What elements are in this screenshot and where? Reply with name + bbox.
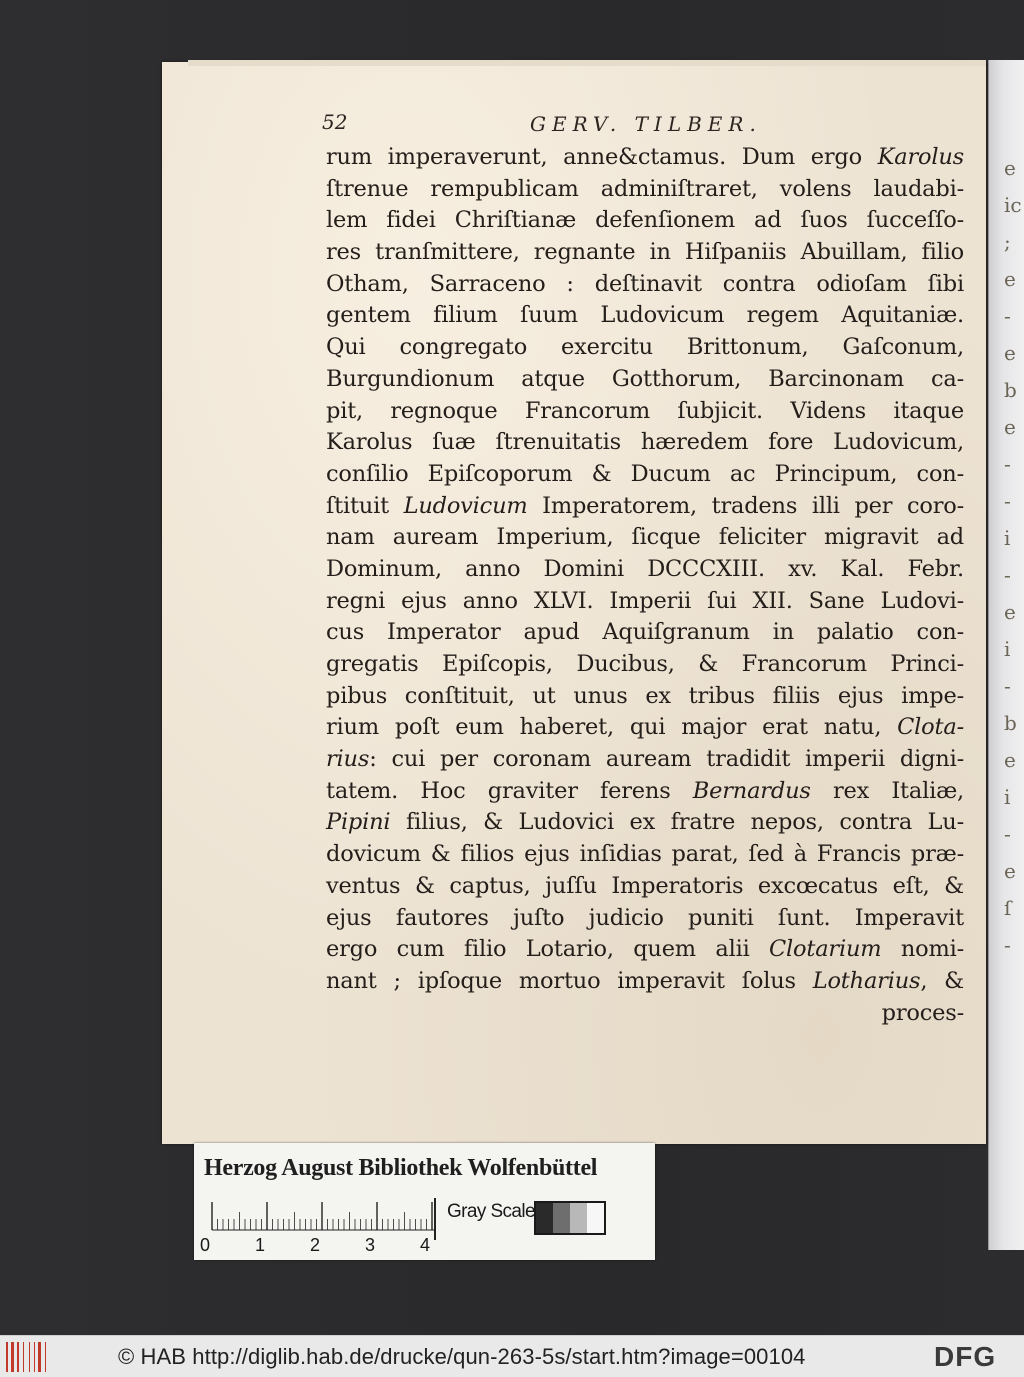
ruler-label: 2 (310, 1235, 321, 1255)
facing-glyph: e (1004, 341, 1016, 365)
text-run: Imperatorem, tradens illi per coro- (527, 492, 964, 519)
facing-glyph: i (1004, 526, 1011, 550)
text-line (326, 396, 964, 428)
barcode-bar (38, 1342, 41, 1372)
text-line (326, 934, 964, 966)
page-header (322, 110, 962, 144)
facing-glyph: e (1004, 600, 1016, 624)
text-run: cus Imperator apud Aquiſgranum in palatio con- (326, 619, 964, 646)
facing-glyph: e (1004, 267, 1016, 291)
ruler-label: 3 (365, 1235, 376, 1255)
running-head: GERV. TILBER. (530, 112, 762, 136)
text-line (326, 237, 964, 269)
italic-name: Ludovicum (403, 492, 528, 519)
text-line (326, 205, 964, 237)
italic-name: Lotharius (812, 967, 921, 994)
barcode-bar (6, 1342, 8, 1372)
dfg-logo: DFG (934, 1341, 997, 1372)
text-line (326, 491, 964, 523)
text-line (326, 522, 964, 554)
text-run: : cui per coronam auream tradidit imperii digni- (369, 746, 964, 773)
text-line (326, 966, 964, 998)
text-run: rex Italiæ, (810, 777, 965, 804)
text-run: ventus & captus, juſſu Imperatoris excœcatus eſt, & (326, 872, 964, 899)
text-run: ſtrenue rempublicam adminiſtraret, volens laudabi- (326, 175, 964, 202)
text-line (326, 839, 964, 871)
text-run: ſtituit (326, 492, 404, 519)
text-line (326, 332, 964, 364)
hab-barcode-icon (6, 1342, 48, 1372)
text-line (326, 871, 964, 903)
catchword: proces- (881, 999, 964, 1026)
text-run: Burgundionum atque Gotthorum, Barcinonam ca- (326, 365, 964, 392)
grayscale-swatch (553, 1203, 570, 1233)
italic-name: Clota- (897, 714, 964, 741)
facing-glyph: - (1004, 304, 1011, 328)
text-run: filius, & Ludovici ex fratre nepos, contra Lu- (390, 809, 964, 836)
text-run: dovicum & filios ejus inſidias parat, ſed à Francis præ- (326, 841, 964, 868)
text-line (326, 142, 964, 174)
grayscale-swatch (536, 1203, 553, 1233)
facing-glyph: e (1004, 859, 1016, 883)
text-line (326, 269, 964, 301)
ruler-label: 1 (255, 1235, 266, 1255)
grayscale-bar (534, 1201, 606, 1235)
text-run: Dominum, anno Domini DCCCXIII. xv. Kal. Febr. (326, 555, 964, 582)
text-line (326, 649, 964, 681)
page-top-edge (188, 60, 986, 66)
text-line (326, 459, 964, 491)
text-run: ejus fautores juſto judicio puniti ſunt. Imperavit (326, 904, 964, 931)
facing-glyph: - (1004, 489, 1011, 513)
facing-glyph: - (1004, 563, 1011, 587)
italic-name: Karolus (877, 144, 964, 170)
facing-glyph: - (1004, 674, 1011, 698)
text-line (326, 586, 964, 618)
italic-name: Clotarium (769, 936, 882, 963)
text-line (326, 712, 964, 744)
text-run: pit, regnoque Francorum ſubjicit. Videns itaque (326, 397, 964, 424)
ruler-label: 4 (420, 1235, 431, 1255)
text-run: Otham, Sarraceno : deſtinavit contra odioſam ſibi (326, 270, 964, 297)
italic-name: Bernardus (692, 777, 811, 804)
library-title: Herzog August Bibliothek Wolfenbüttel (204, 1155, 598, 1181)
text-line (326, 776, 964, 808)
grayscale-label: Gray Scale (447, 1201, 535, 1222)
text-line (326, 554, 964, 586)
text-run: conſilio Epiſcoporum & Ducum ac Principum, con- (326, 460, 964, 487)
text-run: lem fidei Chriſtianæ defenſionem ad ſuos ſucceſſo- (326, 207, 964, 234)
barcode-bar (23, 1342, 24, 1372)
text-run: pibus conſtituit, ut unus ex tribus filiis ejus impe- (326, 682, 964, 709)
barcode-bar (29, 1342, 30, 1372)
library-color-card (194, 1143, 655, 1260)
italic-name: rius (326, 746, 370, 773)
facing-glyph: e (1004, 748, 1016, 772)
facing-glyph: e (1004, 156, 1016, 180)
text-line (326, 174, 964, 206)
text-run: Karolus ſuæ ſtrenuitatis hæredem fore Ludovicum, (326, 429, 964, 456)
page-number: 52 (322, 110, 348, 134)
facing-glyph: ic (1004, 193, 1022, 217)
text-line (326, 807, 964, 839)
text-run: res tranſmittere, regnante in Hiſpaniis Abuillam, filio (326, 239, 964, 266)
text-run: tatem. Hoc graviter ferens (326, 777, 693, 804)
grayscale-swatch (587, 1203, 604, 1233)
viewer-footer (0, 1335, 1024, 1377)
text-line (326, 300, 964, 332)
text-run: Qui congregato exercitu Brittonum, Gaſconum, (326, 334, 964, 361)
facing-page-text (1004, 150, 1024, 970)
ruler-label: 0 (200, 1235, 211, 1255)
text-line (326, 681, 964, 713)
text-run: regni ejus anno XLVI. Imperii ſui XII. Sane Ludovi- (326, 587, 964, 614)
facing-glyph: - (1004, 822, 1011, 846)
text-line (326, 427, 964, 459)
barcode-bar (45, 1342, 46, 1372)
facing-glyph: ſ (1004, 896, 1012, 920)
facing-glyph: ; (1004, 230, 1011, 254)
facing-glyph: b (1004, 711, 1017, 735)
text-run: rum imperaverunt, anne&ctamus. Dum ergo (326, 144, 878, 170)
text-run: rium poſt eum haberet, qui major erat natu, (326, 714, 898, 741)
text-run: nomi- (881, 936, 965, 963)
facing-glyph: - (1004, 452, 1011, 476)
copyright-link[interactable]: © HAB http://diglib.hab.de/drucke/qun-263-5s/start.htm?image=00104 (118, 1344, 806, 1369)
text-run: gregatis Epiſcopis, Ducibus, & Francorum Princi- (326, 651, 964, 677)
facing-glyph: b (1004, 378, 1017, 402)
facing-glyph: - (1004, 933, 1011, 957)
barcode-bar (34, 1342, 35, 1372)
facing-glyph: i (1004, 637, 1011, 661)
ruler-divider (434, 1198, 436, 1240)
body-text (326, 142, 964, 1029)
text-run: nant ; ipſoque mortuo imperavit ſolus (326, 967, 813, 994)
text-run: ergo cum filio Lotario, quem alii (326, 936, 769, 963)
text-run: , & (920, 967, 964, 994)
italic-name: Pipini (326, 809, 391, 836)
text-line (326, 617, 964, 649)
text-line (326, 744, 964, 776)
facing-glyph: e (1004, 415, 1016, 439)
text-run: nam auream Imperium, ſicque feliciter migravit ad (326, 524, 964, 551)
grayscale-swatch (570, 1203, 587, 1233)
text-line (326, 903, 964, 935)
measuring-ruler (206, 1201, 436, 1231)
barcode-bar (17, 1342, 19, 1372)
barcode-bar (11, 1342, 14, 1372)
text-run: gentem filium ſuum Ludovicum regem Aquitaniæ. (326, 302, 964, 329)
facing-glyph: i (1004, 785, 1011, 809)
text-line (326, 364, 964, 396)
